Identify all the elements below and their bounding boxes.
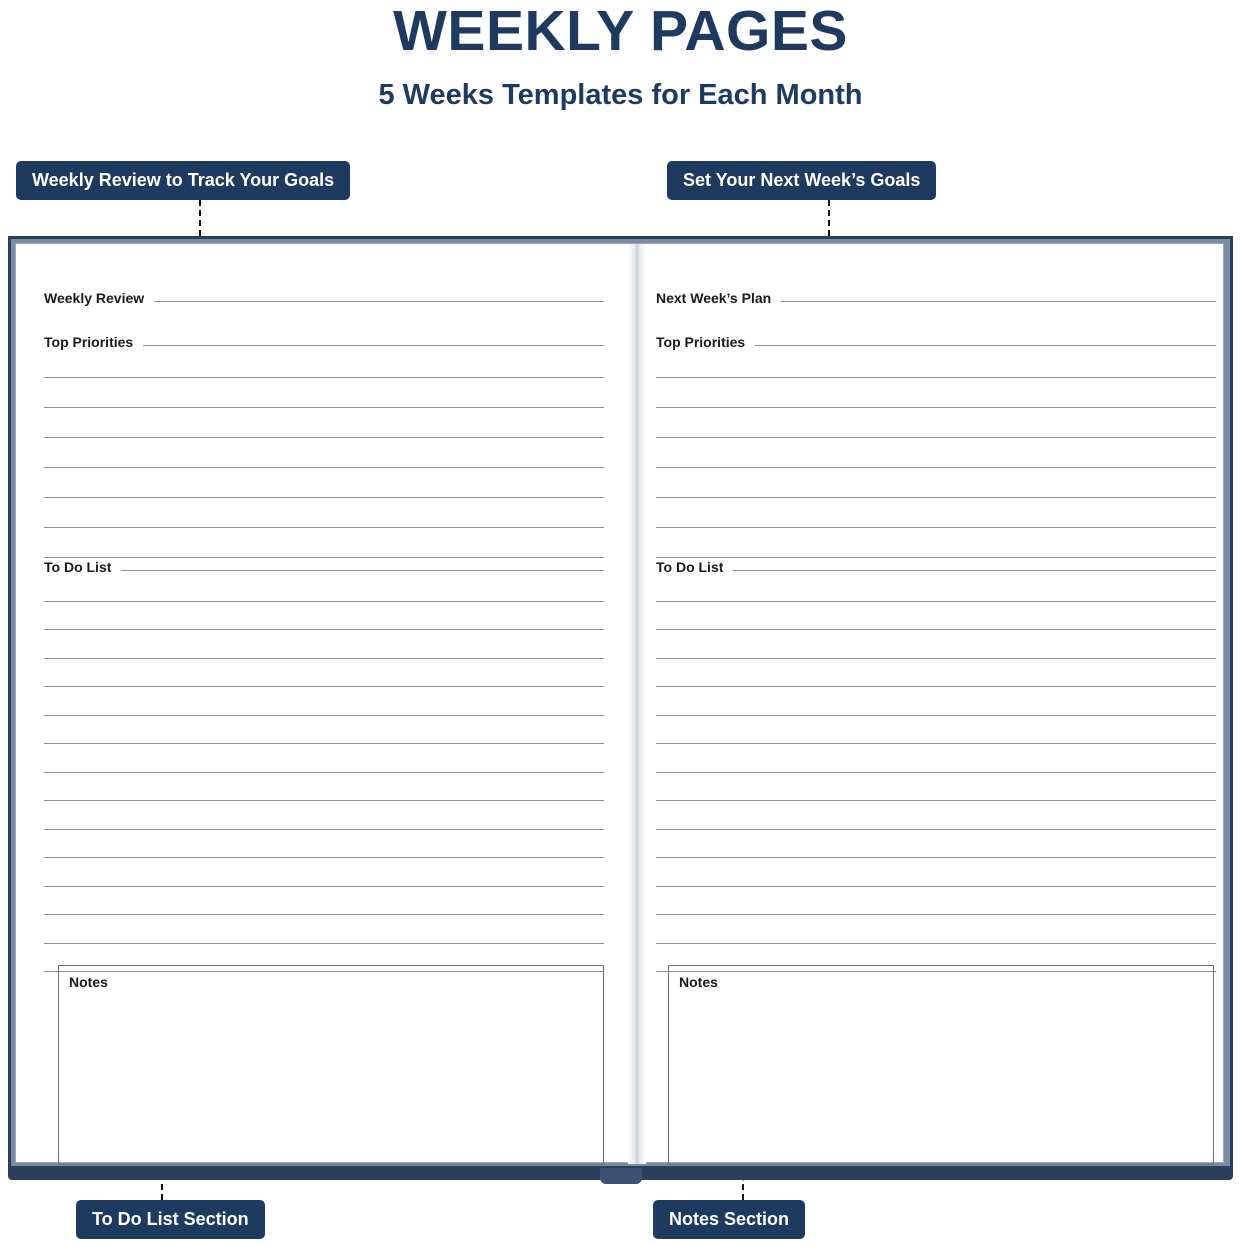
ruled-line <box>656 830 1216 859</box>
page-title: WEEKLY PAGES <box>393 0 848 63</box>
ruled-line <box>656 498 1216 528</box>
ruled-line <box>656 408 1216 438</box>
right-page <box>656 244 1216 1164</box>
left-todo-label: To Do List <box>44 559 112 575</box>
ruled-line <box>44 602 604 631</box>
ruled-line <box>656 630 1216 659</box>
ruled-line <box>44 915 604 944</box>
ruled-line <box>656 468 1216 498</box>
right-heading-rule <box>781 301 1216 302</box>
ruled-line <box>44 438 604 468</box>
left-top-priorities-label: Top Priorities <box>44 334 134 350</box>
ruled-line <box>44 830 604 859</box>
ruled-line <box>44 498 604 528</box>
left-heading <box>44 286 604 306</box>
right-todo-label: To Do List <box>656 559 724 575</box>
ruled-line <box>44 408 604 438</box>
left-todo-head <box>44 555 604 575</box>
left-heading-rule <box>154 301 604 302</box>
left-notes-label: Notes <box>69 974 108 990</box>
ruled-line <box>44 744 604 773</box>
ruled-line <box>656 348 1216 378</box>
right-notes-box <box>668 965 1214 1165</box>
ruled-line <box>44 378 604 408</box>
left-page <box>44 244 604 1164</box>
callout-todo-list-section: To Do List Section <box>76 1200 265 1239</box>
right-notes-label: Notes <box>679 974 718 990</box>
callout-weekly-review: Weekly Review to Track Your Goals <box>16 161 350 200</box>
ruled-line <box>656 773 1216 802</box>
right-heading <box>656 286 1216 306</box>
ruled-line <box>656 744 1216 773</box>
left-todo-lines <box>44 573 604 972</box>
ruled-line <box>44 659 604 688</box>
ruled-line <box>656 915 1216 944</box>
left-top-priorities-head <box>44 330 604 350</box>
ruled-line <box>44 687 604 716</box>
book-spine <box>628 244 646 1164</box>
left-top-priorities-lines <box>44 348 604 558</box>
ruled-line <box>44 773 604 802</box>
left-heading-label: Weekly Review <box>44 290 145 306</box>
callout-notes-section: Notes Section <box>653 1200 805 1239</box>
page-subtitle: 5 Weeks Templates for Each Month <box>378 79 863 111</box>
ruled-line <box>656 687 1216 716</box>
ruled-line <box>44 887 604 916</box>
ruled-line <box>656 858 1216 887</box>
ruled-line <box>44 528 604 558</box>
planner-book <box>8 236 1233 1172</box>
ruled-line <box>44 630 604 659</box>
ruled-line <box>656 528 1216 558</box>
ruled-line <box>656 602 1216 631</box>
ruled-line <box>44 801 604 830</box>
ruled-line <box>44 573 604 602</box>
book-pages <box>15 243 1224 1163</box>
ruled-line <box>656 716 1216 745</box>
book-spine-tab <box>600 1168 642 1184</box>
callout-next-week: Set Your Next Week’s Goals <box>667 161 936 200</box>
ruled-line <box>44 716 604 745</box>
ruled-line <box>656 438 1216 468</box>
right-heading-label: Next Week’s Plan <box>656 290 772 306</box>
right-top-priorities-rule <box>755 345 1216 346</box>
ruled-line <box>656 801 1216 830</box>
right-todo-rule <box>733 570 1216 571</box>
left-notes-box <box>58 965 604 1165</box>
right-todo-lines <box>656 573 1216 972</box>
ruled-line <box>44 858 604 887</box>
ruled-line <box>656 378 1216 408</box>
ruled-line <box>656 887 1216 916</box>
right-top-priorities-head <box>656 330 1216 350</box>
ruled-line <box>656 573 1216 602</box>
right-top-priorities-lines <box>656 348 1216 558</box>
ruled-line <box>44 468 604 498</box>
right-todo-head <box>656 555 1216 575</box>
right-top-priorities-label: Top Priorities <box>656 334 746 350</box>
ruled-line <box>44 348 604 378</box>
left-todo-rule <box>121 570 604 571</box>
ruled-line <box>656 659 1216 688</box>
left-top-priorities-rule <box>143 345 604 346</box>
